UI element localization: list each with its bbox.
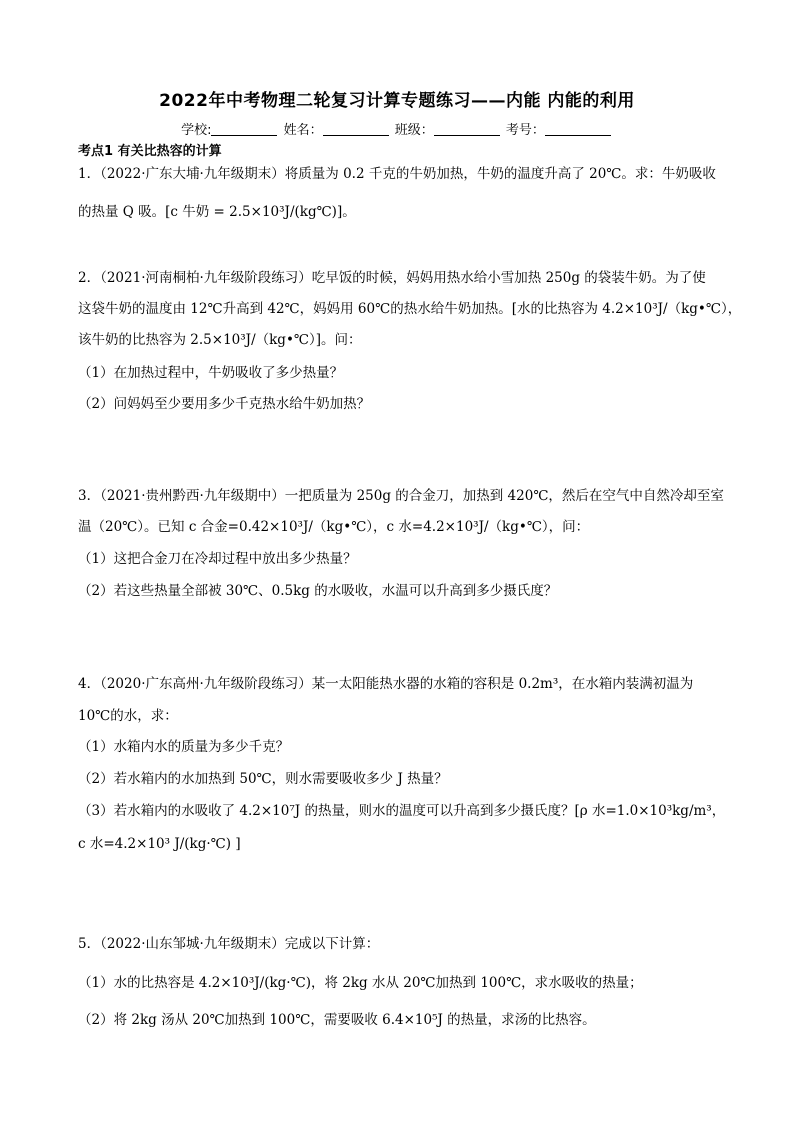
q4-sub3: （3）若水箱内的水吸收了 4.2×10⁷J 的热量，则水的温度可以升高到多少摄氏度？[ρ 水=1.0×10³kg/m³， xyxy=(78,803,726,819)
name-label: 姓名： xyxy=(283,123,323,138)
q3-sub1: （1）这把合金刀在冷却过程中放出多少热量？ xyxy=(78,551,357,567)
student-info-row xyxy=(0,119,794,138)
q3-line1: 3．（2021·贵州黔西·九年级期中）一把质量为 250g 的合金刀，加热到 420℃，然后在空气中自然冷却至室 xyxy=(78,488,724,504)
number-blank[interactable] xyxy=(545,123,611,136)
q2-line2: 这袋牛奶的温度由 12℃升高到 42℃，妈妈用 60℃的热水给牛奶加热。[水的比热容为 4.2×10³J/（kg•℃）， xyxy=(78,301,742,317)
q4-sub1: （1）水箱内水的质量为多少千克？ xyxy=(78,739,290,755)
name-blank[interactable] xyxy=(323,123,389,136)
q4-line1: 4．（2020·广东高州·九年级阶段练习）某一太阳能热水器的水箱的容积是 0.2m³，在水箱内装满初温为 xyxy=(78,676,694,692)
q1-line2: 的热量 Q 吸。[c 牛奶 = 2.5×10³J/(kg℃)]。 xyxy=(78,204,356,220)
q4-sub2: （2）若水箱内的水加热到 50℃，则水需要吸收多少 J 热量？ xyxy=(78,771,448,787)
class-label: 班级： xyxy=(394,123,434,138)
section-heading: 考点1 有关比热容的计算 xyxy=(78,144,222,159)
page-title: 2022年中考物理二轮复习计算专题练习——内能 内能的利用 xyxy=(159,91,635,111)
school-label: 学校: xyxy=(181,123,212,138)
number-label: 考号： xyxy=(505,123,545,138)
q4-sub4: c 水=4.2×10³ J/(kg·℃) ] xyxy=(78,836,241,852)
q5-sub1: （1）水的比热容是 4.2×10³J/(kg·℃)，将 2kg 水从 20℃加热到 100℃，求水吸收的热量； xyxy=(78,975,643,991)
q4-line2: 10℃的水，求： xyxy=(78,708,178,724)
class-blank[interactable] xyxy=(434,123,500,136)
q2-sub2: （2）问妈妈至少要用多少千克热水给牛奶加热？ xyxy=(78,396,371,412)
q2-line1: 2．（2021·河南桐柏·九年级阶段练习）吃早饭的时候，妈妈用热水给小雪加热 250g 的袋装牛奶。为了使 xyxy=(78,270,706,286)
q2-sub1: （1）在加热过程中，牛奶吸收了多少热量？ xyxy=(78,365,344,381)
q5-line1: 5．（2022·山东邹城·九年级期末）完成以下计算： xyxy=(78,936,380,952)
q3-line2: 温（20℃）。已知 c 合金=0.42×10³J/（kg•℃），c 水=4.2×10³J/（kg•℃），问： xyxy=(78,519,590,535)
q5-sub2: （2）将 2kg 汤从 20℃加热到 100℃，需要吸收 6.4×10⁵J 的热量，求汤的比热容。 xyxy=(78,1012,596,1028)
q1-line1: 1．（2022·广东大埔·九年级期末）将质量为 0.2 千克的牛奶加热，牛奶的温度升高了 20℃。求：牛奶吸收 xyxy=(78,166,716,182)
school-blank[interactable] xyxy=(211,123,277,136)
q2-line3: 该牛奶的比热容为 2.5×10³J/（kg•℃）]。问： xyxy=(78,332,362,348)
q3-sub2: （2）若这些热量全部被 30℃、0.5kg 的水吸收，水温可以升高到多少摄氏度？ xyxy=(78,583,558,599)
